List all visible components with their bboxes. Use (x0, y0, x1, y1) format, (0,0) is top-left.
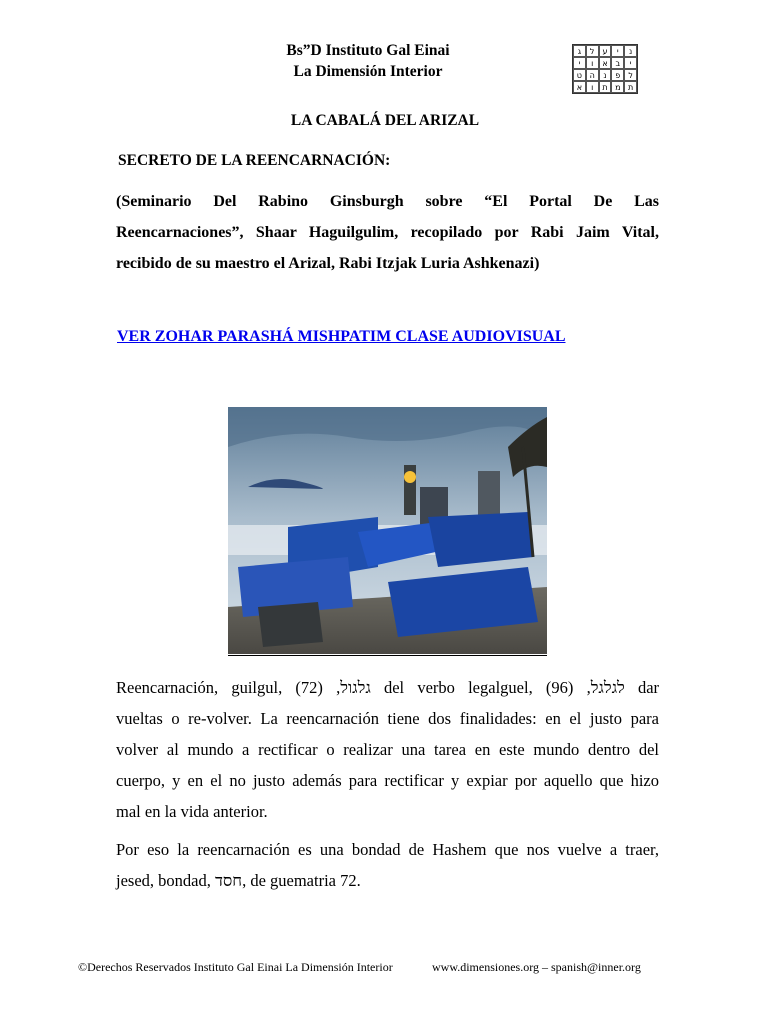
paragraph-line: vueltas o re-volver. La reencarnación tiene dos finalidades: en el justo para (116, 709, 659, 728)
paragraph-bondad (116, 834, 659, 896)
seminar-line: Reencarnaciones”, Shaar Haguilgulim, recopilado por Rabi Jaim Vital, (116, 224, 659, 241)
photo-underline (228, 655, 547, 656)
logo-letter: ל (586, 45, 599, 57)
footer-copyright: ©Derechos Reservados Instituto Gal Einai La Dimensión Interior (78, 960, 393, 974)
logo-letter: ע (599, 45, 612, 57)
arizal-tomb-photo (228, 407, 547, 654)
logo-letter: נ (599, 69, 612, 81)
paragraph-line: Por eso la reencarnación es una bondad de Hashem que nos vuelve a traer, (116, 840, 659, 859)
logo-letter: ו (586, 81, 599, 93)
section-heading: SECRETO DE LA REENCARNACIÓN: (118, 152, 391, 169)
paragraph-line: volver al mundo a rectificar o realizar una tarea en este mundo dentro del (116, 740, 659, 759)
logo-letter: פ (611, 69, 624, 81)
logo-letter: ת (624, 81, 637, 93)
paragraph-reencarnacion (116, 672, 659, 827)
logo-letter: ט (573, 69, 586, 81)
logo-letter: מ (611, 81, 624, 93)
header-subtitle: La Dimensión Interior (293, 63, 443, 80)
seminar-line: recibido de su maestro el Arizal, Rabi Itzjak Luria Ashkenazi) (116, 255, 540, 272)
paragraph-line: mal en la vida anterior. (116, 802, 268, 821)
paragraph-line: cuerpo, y en el no justo además para rectificar y expiar por aquello que hizo (116, 771, 659, 790)
logo-letter: ג (573, 45, 586, 57)
gal-einai-logo (572, 44, 638, 94)
logo-letter: י (624, 57, 637, 69)
logo-letter: ו (586, 57, 599, 69)
logo-letter: ה (586, 69, 599, 81)
zohar-class-link[interactable]: VER ZOHAR PARASHÁ MISHPATIM CLASE AUDIOVISUAL (117, 328, 566, 345)
logo-letter: ל (624, 69, 637, 81)
header-institute: Bs”D Instituto Gal Einai (286, 42, 450, 59)
logo-letter: א (599, 57, 612, 69)
logo-letter: ב (611, 57, 624, 69)
logo-letter: א (573, 81, 586, 93)
logo-letter: י (611, 45, 624, 57)
paragraph-line: jesed, bondad, חסד, de guematria 72. (116, 871, 361, 890)
logo-letter: נ (624, 45, 637, 57)
page-title: LA CABALÁ DEL ARIZAL (290, 112, 480, 129)
seminar-line: (Seminario Del Rabino Ginsburgh sobre “El Portal De Las (116, 193, 659, 210)
logo-letter: י (573, 57, 586, 69)
logo-letter: ת (599, 81, 612, 93)
paragraph-line: Reencarnación, guilgul, גלגול, (72) del verbo legalguel, לגלגל, (96) dar (116, 678, 660, 697)
seminar-note (116, 186, 659, 279)
footer-contact: www.dimensiones.org – spanish@inner.org (432, 960, 641, 974)
